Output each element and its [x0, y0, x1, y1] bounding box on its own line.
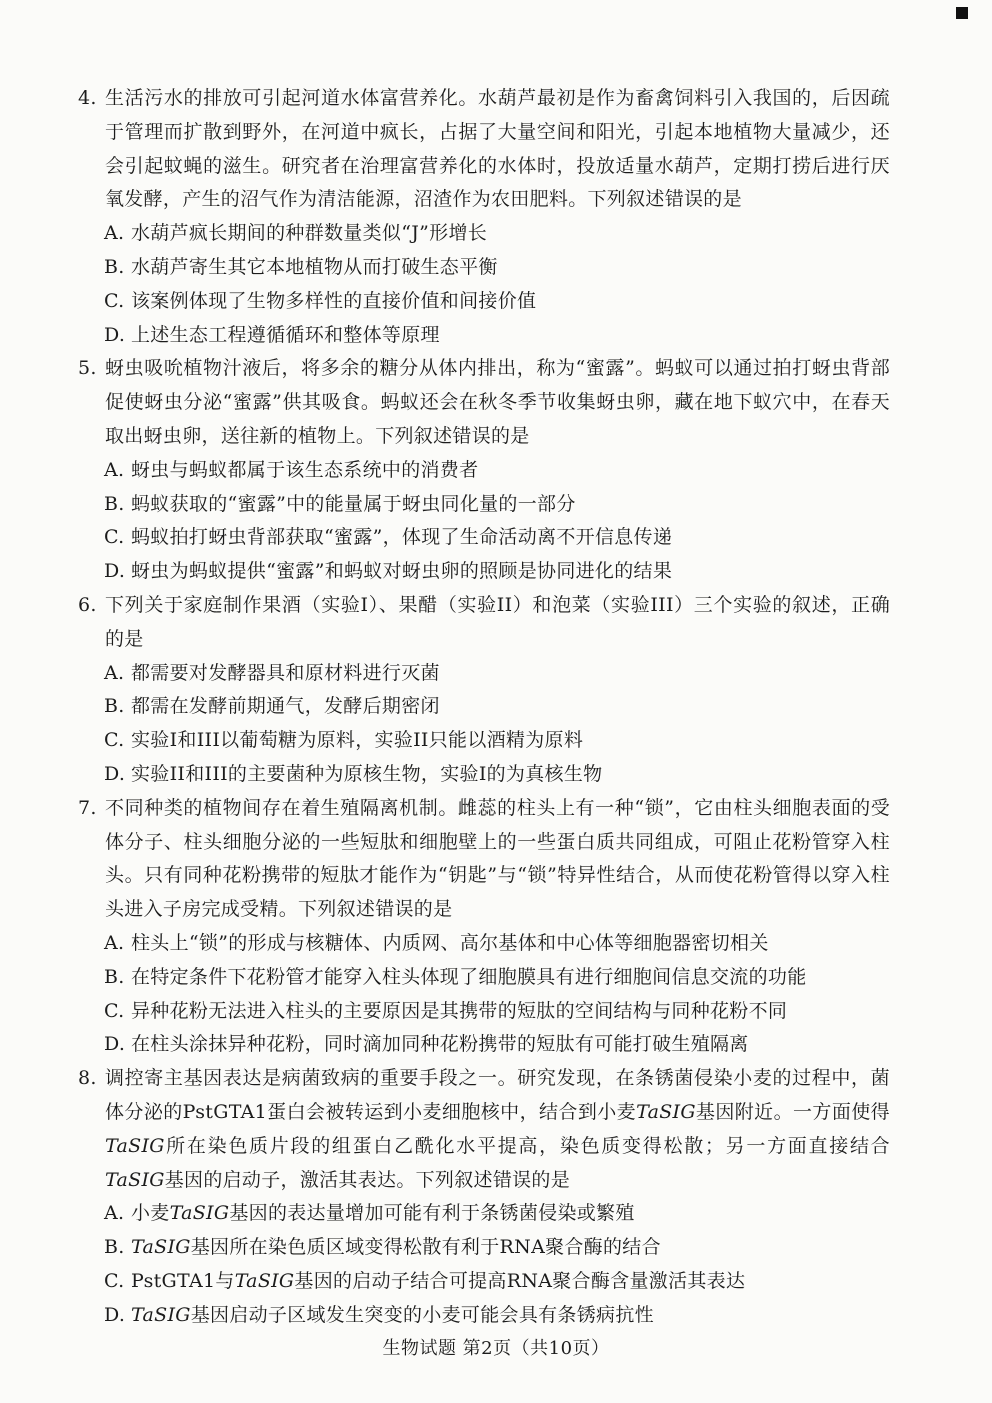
option-text: 基因所在染色质区域变得松散有利于RNA聚合酶的结合	[190, 1236, 661, 1259]
option-d	[78, 1299, 890, 1333]
option-text: 柱头上“锁”的形成与核糖体、内质网、高尔基体和中心体等细胞器密切相关	[131, 931, 769, 954]
option-text: 在特定条件下花粉管才能穿入柱头体现了细胞膜具有进行细胞间信息交流的功能	[131, 965, 807, 988]
option-d	[78, 319, 890, 353]
stem-text: 调控寄主基因表达是病菌致病的重要手段之一。研究发现，在条锈菌侵染小麦的过程中，菌体分泌的PstGTA1蛋白会被转运到小麦细胞核中，结合到小麦	[105, 1067, 890, 1123]
option-letter: D.	[104, 560, 126, 583]
option-text: 该案例体现了生物多样性的直接价值和间接价值	[131, 289, 537, 312]
option-letter: C.	[104, 289, 125, 312]
question-stem	[78, 352, 890, 453]
option-text: 基因启动子区域发生突变的小麦可能会具有条锈病抗性	[190, 1303, 654, 1326]
option-c	[78, 285, 890, 319]
gene-name: TaSIG	[105, 1134, 165, 1157]
option-b	[78, 488, 890, 522]
option-text: 水葫芦疯长期间的种群数量类似“J”形增长	[131, 222, 488, 245]
option-letter: D.	[104, 323, 126, 346]
question-5	[78, 352, 890, 589]
option-letter: A.	[104, 931, 125, 954]
option-letter: C.	[104, 729, 125, 752]
option-letter: D.	[104, 1033, 126, 1056]
option-letter: A.	[104, 458, 125, 481]
option-c	[78, 1265, 890, 1299]
option-text: 实验II和III的主要菌种为原核生物，实验I的为真核生物	[131, 762, 603, 785]
option-text: 蚜虫为蚂蚁提供“蜜露”和蚂蚁对蚜虫卵的照顾是协同进化的结果	[131, 560, 673, 583]
option-text: 在柱头涂抹异种花粉，同时滴加同种花粉携带的短肽有可能打破生殖隔离	[131, 1033, 749, 1056]
gene-name: TaSIG	[131, 1303, 191, 1326]
question-stem	[78, 792, 890, 927]
option-c	[78, 521, 890, 555]
option-c	[78, 995, 890, 1029]
option-text: 小麦	[131, 1202, 170, 1225]
option-text: 蚜虫与蚂蚁都属于该生态系统中的消费者	[131, 458, 479, 481]
question-number: 4.	[78, 87, 97, 109]
question-number: 7.	[78, 796, 97, 819]
question-text	[105, 1062, 890, 1197]
option-d	[78, 555, 890, 589]
gene-name: TaSIG	[169, 1202, 230, 1225]
question-7	[78, 792, 890, 1062]
gene-name: TaSIG	[636, 1100, 696, 1123]
option-d	[78, 1028, 890, 1062]
stem-text: 基因附近。一方面使得	[695, 1100, 890, 1123]
option-text: 都需在发酵前期通气，发酵后期密闭	[131, 695, 440, 718]
option-text: 异种花粉无法进入柱头的主要原因是其携带的短肽的空间结构与同种花粉不同	[131, 999, 788, 1022]
option-letter: C.	[104, 526, 125, 549]
option-letter: C.	[104, 1269, 125, 1292]
option-text: 基因的表达量增加可能有利于条锈菌侵染或繁殖	[229, 1202, 635, 1225]
option-text: 上述生态工程遵循循环和整体等原理	[131, 323, 440, 346]
option-text: 水葫芦寄生其它本地植物从而打破生态平衡	[131, 255, 498, 278]
option-a	[78, 657, 890, 691]
option-letter: A.	[104, 1202, 125, 1225]
question-number: 6.	[78, 593, 97, 616]
option-a	[78, 217, 890, 251]
question-text: 不同种类的植物间存在着生殖隔离机制。雌蕊的柱头上有一种“锁”，它由柱头细胞表面的受体分子、柱头细胞分泌的一些短肽和细胞壁上的一些蛋白质共同组成，可阻止花粉管穿入柱头。只有同种花粉携带的短肽才能作为“钥匙”与“锁”特异性结合，从而使花粉管得以穿入柱头进入子房完成受精。下列叙述错误的是	[105, 796, 890, 921]
page-footer: 生物试题 第2页（共10页）	[382, 1338, 610, 1359]
gene-name: TaSIG	[234, 1269, 295, 1292]
option-text: PstGTA1与	[131, 1269, 235, 1292]
question-4	[78, 82, 890, 352]
question-text: 下列关于家庭制作果酒（实验I）、果醋（实验II）和泡菜（实验III）三个实验的叙述，正确的是	[105, 593, 890, 650]
question-6	[78, 589, 890, 792]
option-letter: A.	[104, 222, 125, 245]
question-number: 5.	[78, 357, 97, 380]
option-text: 实验I和III以葡萄糖为原料，实验II只能以酒精为原料	[131, 729, 584, 752]
question-number: 8.	[78, 1067, 97, 1090]
stem-text: 基因的启动子，激活其表达。下列叙述错误的是	[164, 1168, 571, 1191]
option-b	[78, 251, 890, 285]
exam-page-content	[78, 82, 890, 1332]
question-text: 蚜虫吸吮植物汁液后，将多余的糖分从体内排出，称为“蜜露”。蚂蚁可以通过拍打蚜虫背部促使蚜虫分泌“蜜露”供其吸食。蚂蚁还会在秋冬季节收集蚜虫卵，藏在地下蚁穴中，在春天取出蚜虫卵，送往新的植物上。下列叙述错误的是	[105, 357, 890, 447]
option-b	[78, 961, 890, 995]
question-text: 生活污水的排放可引起河道水体富营养化。水葫芦最初是作为畜禽饲料引入我国的，后因疏于管理而扩散到野外，在河道中疯长，占据了大量空间和阳光，引起本地植物大量减少，还会引起蚊蝇的滋生。研究者在治理富营养化的水体时，投放适量水葫芦，定期打捞后进行厌氧发酵，产生的沼气作为清洁能源，沼渣作为农田肥料。下列叙述错误的是	[105, 87, 890, 211]
option-letter: C.	[104, 999, 125, 1022]
option-c	[78, 724, 890, 758]
question-8	[78, 1062, 890, 1332]
option-b	[78, 1231, 890, 1265]
option-text: 基因的启动子结合可提高RNA聚合酶含量激活其表达	[294, 1269, 746, 1292]
option-letter: B.	[104, 492, 125, 515]
gene-name: TaSIG	[105, 1168, 165, 1191]
option-letter: A.	[104, 661, 125, 684]
option-letter: B.	[104, 1236, 125, 1259]
option-letter: B.	[104, 255, 125, 278]
option-b	[78, 690, 890, 724]
option-text: 都需要对发酵器具和原材料进行灭菌	[131, 661, 440, 684]
corner-registration-mark	[956, 7, 968, 19]
option-a	[78, 1197, 890, 1231]
option-letter: D.	[104, 762, 126, 785]
option-a	[78, 454, 890, 488]
option-letter: B.	[104, 965, 125, 988]
option-letter: D.	[104, 1303, 126, 1326]
option-a	[78, 927, 890, 961]
option-letter: B.	[104, 695, 125, 718]
option-text: 蚂蚁拍打蚜虫背部获取“蜜露”，体现了生命活动离不开信息传递	[131, 526, 673, 549]
stem-text: 所在染色质片段的组蛋白乙酰化水平提高，染色质变得松散；另一方面直接结合	[164, 1134, 890, 1157]
option-d	[78, 758, 890, 792]
question-stem	[78, 589, 890, 657]
gene-name: TaSIG	[131, 1236, 191, 1259]
question-stem	[78, 1062, 890, 1197]
question-stem	[78, 82, 890, 217]
option-text: 蚂蚁获取的“蜜露”中的能量属于蚜虫同化量的一部分	[131, 492, 576, 515]
